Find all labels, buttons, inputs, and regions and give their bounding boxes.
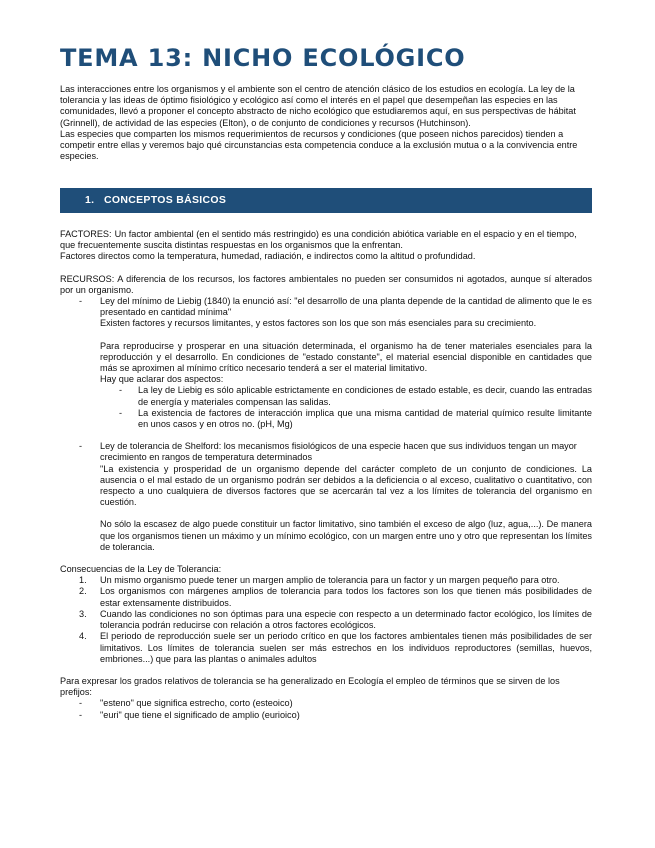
list-number: 2. <box>79 586 87 597</box>
liebig-aclarar: Hay que aclarar dos aspectos: <box>100 374 224 385</box>
liebig-statement: Ley del mínimo de Liebig (1840) la enunció así: "el desarrollo de una planta depende de la cantidad de alimento que le es presentado en cantidad mínima" <box>100 296 592 318</box>
list-bullet: - <box>79 709 83 720</box>
liebig-limitantes: Existen factores y recursos limitantes, y estos factores son los que son más esenciales para su crecimiento. <box>100 318 537 329</box>
list-number: 4. <box>79 631 87 642</box>
list-number: 3. <box>79 608 87 619</box>
factores-directos: Factores directos como la temperatura, humedad, radiación, e indirectos como la altitud o profundidad. <box>60 251 476 262</box>
prefijo-text: "esteno" que significa estrecho, corto (esteoico) <box>100 698 293 709</box>
prefijo-item <box>79 698 592 709</box>
list-bullet: - <box>119 385 123 396</box>
prefijo-text: "euri" que tiene el significado de amplio (eurioico) <box>100 709 300 720</box>
intro-paragraph: Las especies que comparten los mismos requerimientos de recursos y condiciones (que poseen nichos parecidos) tienden a competir entre ellas y veremos bajo qué circunstancias esta competencia conduce a la exclusión mutua o a la convivencia entre especies. <box>60 128 578 162</box>
intro <box>60 84 592 162</box>
shelford-statement: Ley de tolerancia de Shelford: los mecanismos fisiológicos de una especie hacen que sus individuos tengan un mayor crecimiento en rangos de temperatura determinados <box>100 441 577 463</box>
factores-definition <box>60 229 592 251</box>
shelford-escasez: No sólo la escasez de algo puede constituir un factor limitativo, sino también el exceso de algo (luz, agua,...). De manera que los organismos tienen un máximo y un mínimo ecológico, con un margen entre uno y otro que representan los límites de tolerancia. <box>100 519 592 552</box>
list-bullet: - <box>79 441 83 452</box>
consecuencia-text: Los organismos con márgenes amplios de tolerancia para todos los factores son los que tienen más posibilidades de estar extensamente distribuidos. <box>100 586 592 608</box>
recursos-definition <box>60 274 592 296</box>
liebig-reproducirse: Para reproducirse y prosperar en una situación determinada, el organismo ha de tener materiales esenciales para la reproducción y el desarrollo. En condiciones de "estado constante", el material esencial disponible en cantidades que más se aproximen al mínimo crítico necesario tenderá a ser el material limitativo. <box>100 340 592 374</box>
consecuencia-item <box>79 586 592 608</box>
liebig-aspect <box>119 385 592 407</box>
factores-text: Un factor ambiental (en el sentido más restringido) es una condición abiótica variable en el espacio y en el tiempo, que frecuentemente suscita distintas respuestas en los organismos que la enfrentan. <box>60 229 577 251</box>
liebig-aspect-text: La existencia de factores de interacción implica que una misma cantidad de material químico resulte limitante en unos casos y en otros no. (pH, Mg) <box>138 407 592 430</box>
shelford-quote: "La existencia y prosperidad de un organismo depende del carácter completo de un conjunto de condiciones. La ausencia o el mal estado de un organismo podrán ser debidos a la deficiencia o al exceso, cualitativo o cuantitativo, con respecto a uno cualquiera de diversos factores que se acercarán tal vez a los límites de tolerancia del organismo en cuestión. <box>100 463 592 508</box>
prefijos-intro: Para expresar los grados relativos de tolerancia se ha generalizado en Ecología el empleo de términos que se sirven de los prefijos: <box>60 675 560 698</box>
consecuencia-item <box>79 631 592 665</box>
liebig-aspect <box>119 407 592 430</box>
shelford-law <box>79 441 592 553</box>
consecuencia-item <box>79 575 592 586</box>
consecuencia-text: Cuando las condiciones no son óptimas para una especie con respecto a un determinado factor ecológico, los límites de tolerancia podrán reducirse con relación a otros factores ecológicos. <box>100 608 592 631</box>
factores-term: FACTORES: <box>60 229 112 239</box>
list-bullet: - <box>119 407 123 418</box>
section-header <box>60 188 592 213</box>
intro-paragraph: Las interacciones entre los organismos y el ambiente son el centro de atención clásico de los estudios en ecología. La ley de la tolerancia y las ideas de óptimo fisiológico y ecológico así como el interés en el papel que desempeñan las especies en las comunidades, llevó a proponer el concepto abstracto de nicho ecológico que estudiaremos aquí, en sus perspectivas de hábitat (Grinnell), de actividad de las especies (Elton), o de conjunto de condiciones y recursos (Hutchinson). <box>60 84 576 128</box>
page-title: TEMA 13: NICHO ECOLÓGICO <box>60 44 466 72</box>
prefijo-item <box>79 709 592 721</box>
list-number: 1. <box>79 575 87 586</box>
recursos-text: A diferencia de los recursos, los factores ambientales no pueden ser consumidos ni agotados, aunque sí alterados por un organismo. <box>60 273 592 295</box>
section-body <box>60 229 592 721</box>
list-bullet: - <box>79 698 83 709</box>
consecuencia-item <box>79 608 592 631</box>
consecuencias-heading: Consecuencias de la Ley de Tolerancia: <box>60 564 222 575</box>
consecuencia-text: El periodo de reproducción suele ser un periodo crítico en que los factores ambientales tienen más posibilidades de ser limitativos. Los límites de tolerancia suelen ser más estrechos en los individuos reproductores (semillas, huevos, embriones...) que para las plantas o animales adultos <box>100 631 592 664</box>
liebig-aspect-text: La ley de Liebig es sólo aplicable estrictamente en condiciones de estado estable, es decir, cuando las entradas de energía y materiales compensan las salidas. <box>138 385 592 407</box>
recursos-term: RECURSOS: <box>60 273 115 284</box>
section-title: CONCEPTOS BÁSICOS <box>104 194 227 206</box>
list-bullet: - <box>79 296 83 307</box>
consecuencia-text: Un mismo organismo puede tener un margen amplio de tolerancia para un factor y un margen pequeño para otro. <box>100 575 560 586</box>
section-number: 1. <box>85 194 95 206</box>
liebig-law <box>79 296 592 430</box>
